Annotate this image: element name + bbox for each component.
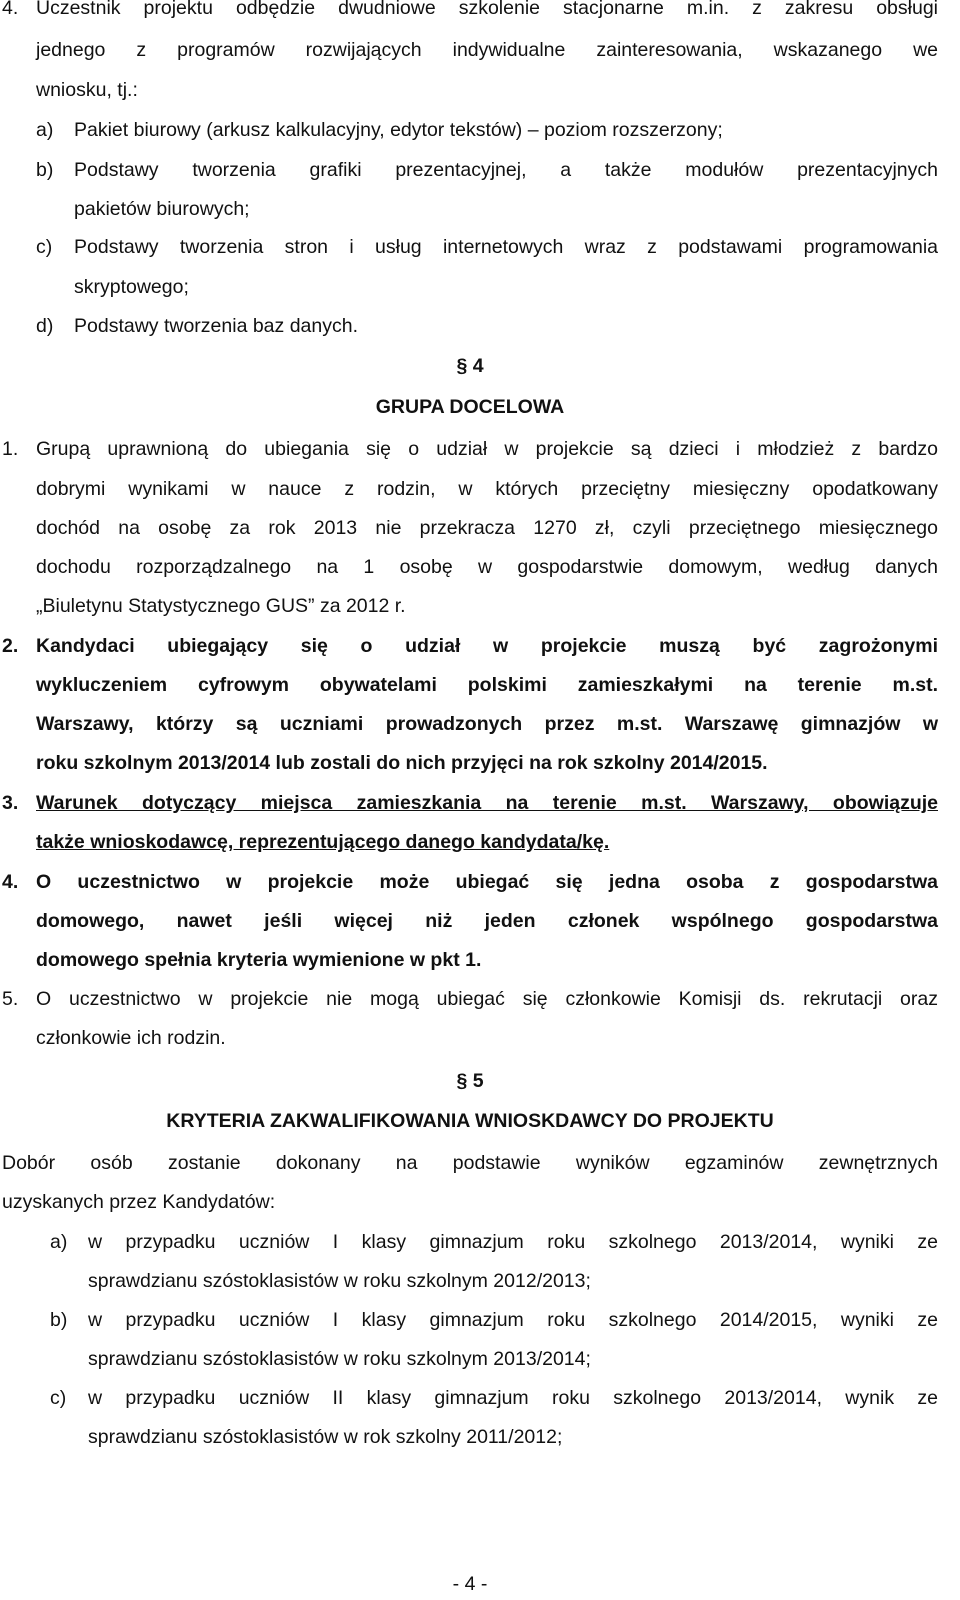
s5-option-b-label: b) bbox=[50, 1309, 68, 1331]
s4-point-5-number: 5. bbox=[2, 988, 19, 1010]
s4-point-1-line-2: dobrymi wynikami w nauce z rodzin, w których przeciętny miesięczny opodatkowany bbox=[36, 478, 938, 500]
s4-point-1-number: 1. bbox=[2, 438, 19, 460]
section-5-symbol: § 5 bbox=[456, 1070, 484, 1092]
option-c-label: c) bbox=[36, 236, 53, 258]
section-4-title: GRUPA DOCELOWA bbox=[375, 396, 565, 418]
s5-option-b-line-1: w przypadku uczniów I klasy gimnazjum roku szkolnego 2014/2015, wyniki ze bbox=[88, 1309, 938, 1331]
s4-point-2-line-2: wykluczeniem cyfrowym obywatelami polskimi zamieszkałymi na terenie m.st. bbox=[36, 674, 938, 696]
item-4-line-3: wniosku, tj.: bbox=[36, 79, 138, 101]
s4-point-3-number: 3. bbox=[2, 792, 19, 814]
item-4-line-1: Uczestnik projektu odbędzie dwudniowe szkolenie stacjonarne m.in. z zakresu obsługi bbox=[36, 0, 938, 19]
option-c-text-1: Podstawy tworzenia stron i usług internetowych wraz z podstawami programowania bbox=[74, 236, 938, 258]
s4-point-1-line-5: „Biuletynu Statystycznego GUS” za 2012 r. bbox=[36, 595, 406, 617]
option-b-text-1: Podstawy tworzenia grafiki prezentacyjnej, a także modułów prezentacyjnych bbox=[74, 159, 938, 181]
s4-point-2-line-1: Kandydaci ubiegający się o udział w projekcie muszą być zagrożonymi bbox=[36, 635, 938, 657]
option-a-label: a) bbox=[36, 119, 54, 141]
s4-point-2-line-3: Warszawy, którzy są uczniami prowadzonych przez m.st. Warszawę gimnazjów w bbox=[36, 713, 938, 735]
s4-point-1-line-1: Grupą uprawnioną do ubiegania się o udział w projekcie są dzieci i młodzież z bardzo bbox=[36, 438, 938, 460]
option-b-text-2: pakietów biurowych; bbox=[74, 198, 250, 220]
s5-option-c-line-1: w przypadku uczniów II klasy gimnazjum roku szkolnego 2013/2014, wynik ze bbox=[88, 1387, 938, 1409]
section-4-symbol: § 4 bbox=[456, 355, 484, 377]
option-b-label: b) bbox=[36, 159, 54, 181]
s5-intro-line-2: uzyskanych przez Kandydatów: bbox=[2, 1191, 276, 1213]
option-d-text: Podstawy tworzenia baz danych. bbox=[74, 315, 358, 337]
s5-option-c-label: c) bbox=[50, 1387, 67, 1409]
s5-option-b-line-2: sprawdzianu szóstoklasistów w roku szkolnym 2013/2014; bbox=[88, 1348, 591, 1370]
s4-point-4-number: 4. bbox=[2, 871, 19, 893]
option-c-text-2: skryptowego; bbox=[74, 276, 189, 298]
section-5-title: KRYTERIA ZAKWALIFIKOWANIA WNIOSKDAWCY DO PROJEKTU bbox=[166, 1110, 774, 1132]
s4-point-1-line-4: dochodu rozporządzalnego na 1 osobę w gospodarstwie domowym, według danych bbox=[36, 556, 938, 578]
s4-point-4-line-3: domowego spełnia kryteria wymienione w pkt 1. bbox=[36, 949, 482, 971]
s4-point-4-line-2: domowego, nawet jeśli więcej niż jeden członek wspólnego gospodarstwa bbox=[36, 910, 938, 932]
item-4-line-2: jednego z programów rozwijających indywidualne zainteresowania, wskazanego we bbox=[36, 39, 938, 61]
s4-point-3-line-1: Warunek dotyczący miejsca zamieszkania na terenie m.st. Warszawy, obowiązuje bbox=[36, 792, 938, 814]
s5-option-a-line-1: w przypadku uczniów I klasy gimnazjum roku szkolnego 2013/2014, wyniki ze bbox=[88, 1231, 938, 1253]
s5-option-a-label: a) bbox=[50, 1231, 68, 1253]
s5-intro-line-1: Dobór osób zostanie dokonany na podstawie wyników egzaminów zewnętrznych bbox=[2, 1152, 938, 1174]
s5-option-a-line-2: sprawdzianu szóstoklasistów w roku szkolnym 2012/2013; bbox=[88, 1270, 591, 1292]
s4-point-5-line-1: O uczestnictwo w projekcie nie mogą ubiegać się członkowie Komisji ds. rekrutacji oraz bbox=[36, 988, 938, 1010]
s4-point-2-number: 2. bbox=[2, 635, 19, 657]
s4-point-3-line-2: także wnioskodawcę, reprezentującego danego kandydata/kę. bbox=[36, 831, 610, 853]
s4-point-1-line-3: dochód na osobę za rok 2013 nie przekracza 1270 zł, czyli przeciętnego miesięcznego bbox=[36, 517, 938, 539]
option-a-text: Pakiet biurowy (arkusz kalkulacyjny, edytor tekstów) – poziom rozszerzony; bbox=[74, 119, 723, 141]
option-d-label: d) bbox=[36, 315, 54, 337]
s4-point-4-line-1: O uczestnictwo w projekcie może ubiegać się jedna osoba z gospodarstwa bbox=[36, 871, 938, 893]
s4-point-5-line-2: członkowie ich rodzin. bbox=[36, 1027, 226, 1049]
page-number: - 4 - bbox=[452, 1573, 488, 1595]
s4-point-2-line-4: roku szkolnym 2013/2014 lub zostali do nich przyjęci na rok szkolny 2014/2015. bbox=[36, 752, 768, 774]
s5-option-c-line-2: sprawdzianu szóstoklasistów w rok szkolny 2011/2012; bbox=[88, 1426, 563, 1448]
item-4-number: 4. bbox=[2, 0, 19, 19]
